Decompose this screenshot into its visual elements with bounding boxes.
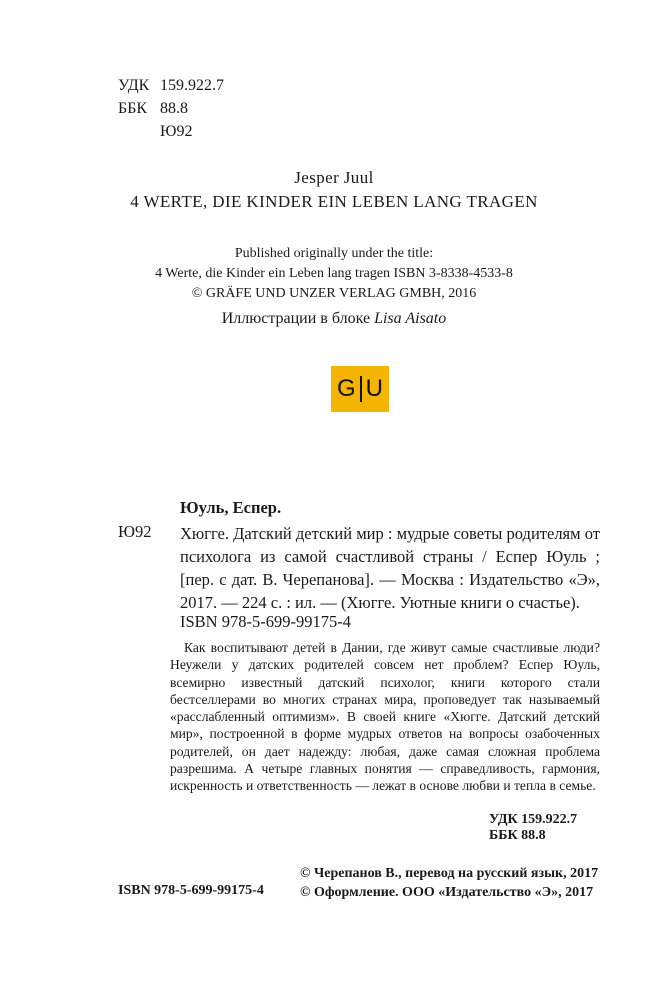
illustrations-credit <box>0 310 668 328</box>
logo-letter-u: U <box>365 375 383 402</box>
footer-isbn: ISBN 978-5-699-99175-4 <box>118 883 264 898</box>
record-codes-right <box>489 812 600 844</box>
publication-info <box>0 244 668 304</box>
copyright-translation: © Черепанов В., перевод на русский язык, 2017 <box>300 866 599 881</box>
published-line-3: © GRÄFE UND UNZER VERLAG GMBH, 2016 <box>191 286 477 301</box>
record-isbn: ISBN 978-5-699-99175-4 <box>180 612 351 631</box>
udk-value: 159.922.7 <box>160 77 224 94</box>
record-udk: УДК 159.922.7 <box>489 812 578 827</box>
record-author-mark: Ю92 <box>118 522 152 541</box>
udk-key: УДК <box>118 77 150 94</box>
annotation: Как воспитывают детей в Дании, где живут самые счастливые люди? Неужели у датских родителей совсем нет проблем? Еспер Юуль, всемирно известный датский психолог, книги которого стали бестселлерами во многих странах мира, проповедует так называемый «расслабленный оптимизм». В своей книге «Хюгге. Датский детский мир», построенной в форме мудрых ответов на вопросы озабоченных родителей, он дает надежду: любая, даже самая сложная проблема разрешима. А четыре главных понятия — справедливость, гармония, искренность и ответственность — лежат в основе любви и тепла в семье. <box>170 640 600 794</box>
publisher-logo <box>331 366 389 412</box>
original-author: Jesper Juul <box>294 168 374 187</box>
bbk-key: ББК <box>118 100 148 117</box>
published-line-1: Published originally under the title: <box>234 246 434 261</box>
logo-letter-g: G <box>336 375 356 402</box>
record-bbk: ББК 88.8 <box>489 828 546 843</box>
illustrations-prefix: Иллюстрации в блоке <box>221 310 375 327</box>
author-mark-row <box>118 120 224 143</box>
logo-separator <box>360 376 362 402</box>
published-line-2: 4 Werte, die Kinder ein Leben lang tragen ISBN 3-8338-4533-8 <box>155 266 513 281</box>
copyright-block <box>300 864 598 902</box>
bbk-row <box>118 97 224 120</box>
original-title: 4 WERTE, DIE KINDER EIN LEBEN LANG TRAGEN <box>130 192 538 211</box>
udk-row <box>118 74 224 97</box>
copyright-design: © Оформление. ООО «Издательство «Э», 2017 <box>300 885 594 900</box>
bbk-value: 88.8 <box>160 100 188 117</box>
author-mark-key <box>118 120 160 143</box>
bibliographic-description: Хюгге. Датский детский мир : мудрые советы родителям от психолога из самой счастливой страны / Еспер Юуль ; [пер. с дат. В. Черепанова]. — Москва : Издательство «Э», 2017. — 224 с. : ил. — (Хюгге. Уютные книги о счастье). <box>180 524 600 612</box>
illustrator-name: Lisa Aisato <box>374 310 447 327</box>
author-mark-value: Ю92 <box>160 123 193 140</box>
classification-codes <box>118 74 224 143</box>
record-author: Юуль, Еспер. <box>180 498 282 517</box>
